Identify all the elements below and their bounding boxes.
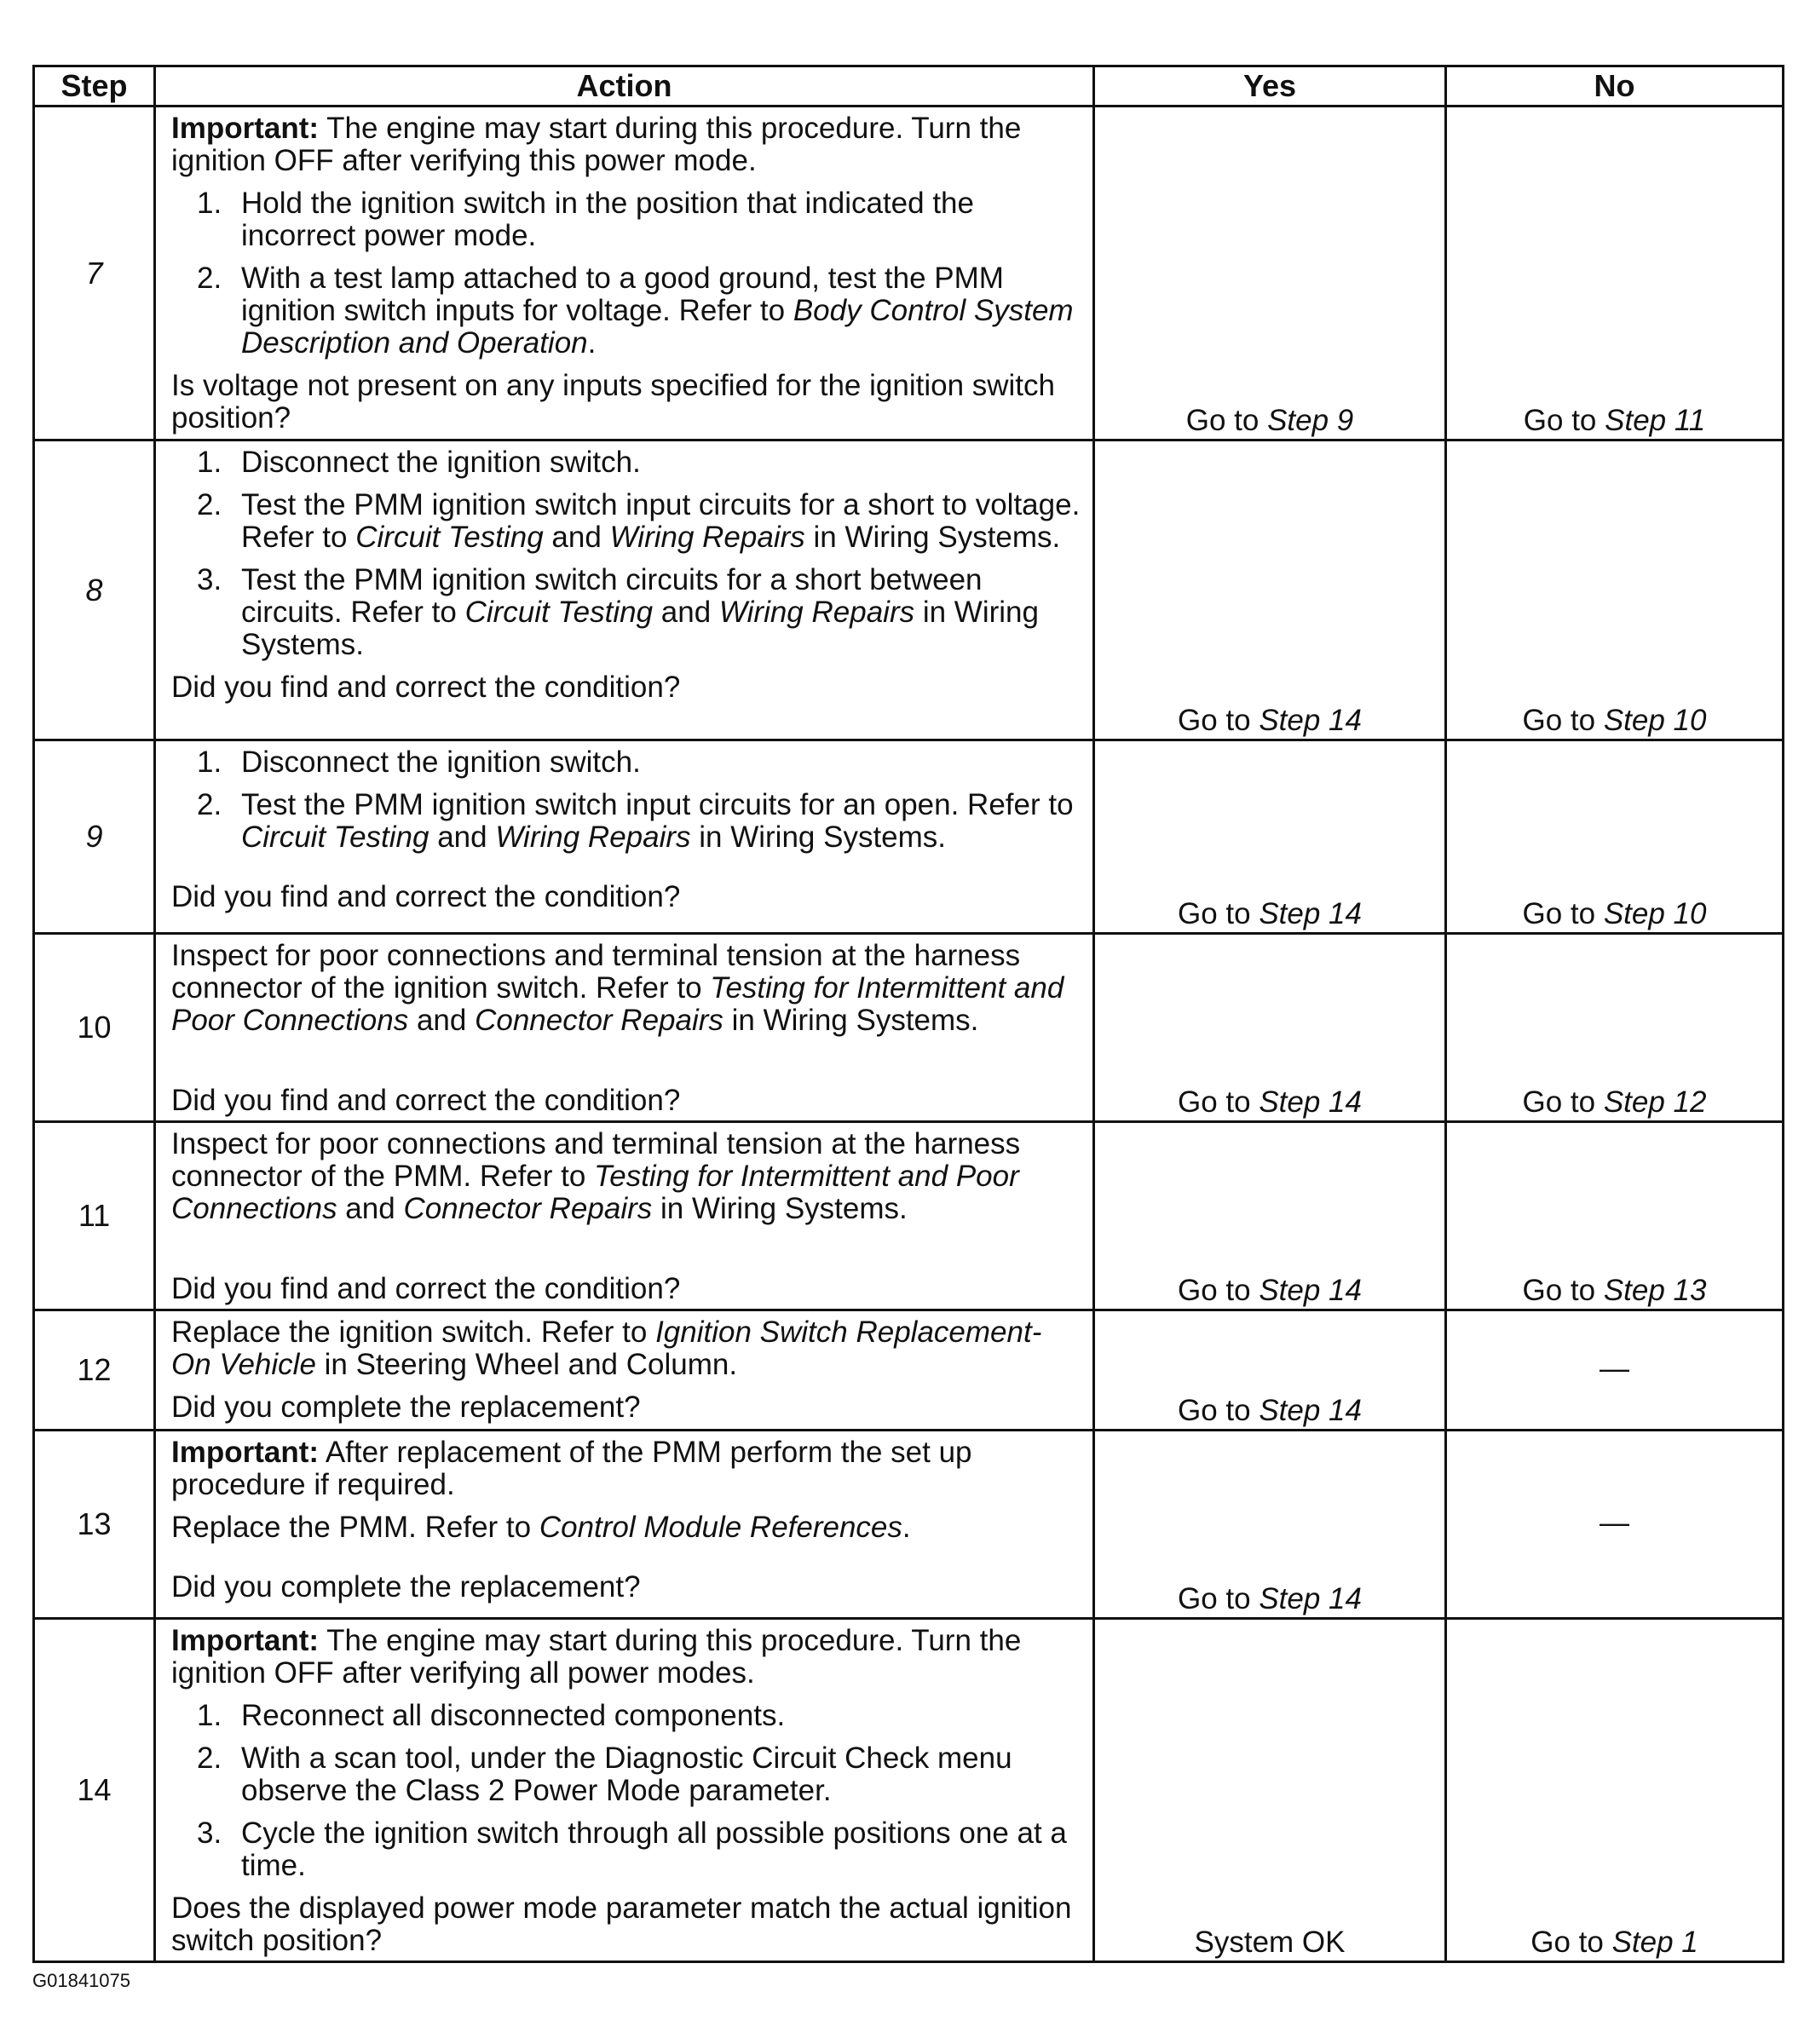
step-number: 9 (34, 740, 155, 934)
step-number: 11 (34, 1122, 155, 1310)
list-item: 1. Disconnect the ignition switch. (197, 446, 641, 479)
header-row (34, 66, 1784, 107)
step-column-header: Step (34, 66, 155, 107)
no-cell: Go to Step 1 (1446, 1619, 1784, 1962)
question-text: Did you find and correct the condition? (171, 1272, 681, 1305)
document-reference: Circuit Testing (355, 521, 544, 554)
important-note: Important: After replacement of the PMM perform the set up procedure if required. (171, 1436, 972, 1501)
document-reference: Circuit Testing (464, 596, 654, 629)
action-cell (155, 440, 1094, 740)
action-steps-list (171, 446, 1081, 661)
step-reference: Step 14 (1259, 897, 1362, 930)
step-reference: Step 14 (1259, 1582, 1362, 1615)
list-item: 2. With a test lamp attached to a good ground, test the PMM ignition switch inputs for voltage. Refer to Body Control System Description and Operation. (197, 262, 1074, 360)
table-row-step-13 (34, 1431, 1784, 1619)
instruction-text: Replace the ignition switch. Refer to Ignition Switch Replacement-On Vehicle in Steering Wheel and Column. (171, 1316, 1042, 1381)
action-cell (155, 1310, 1094, 1431)
step-reference: Step 14 (1259, 1394, 1362, 1427)
document-reference: Circuit Testing (241, 820, 429, 854)
question-text: Did you find and correct the condition? (171, 1084, 681, 1117)
step-reference: Step 9 (1267, 404, 1354, 437)
step-reference: Step 12 (1603, 1085, 1707, 1119)
yes-cell: Go to Step 14 (1094, 1310, 1446, 1431)
question-text: Did you complete the replacement? (171, 1390, 641, 1424)
action-steps-list (171, 746, 1081, 854)
action-column-header: Action (155, 66, 1094, 107)
instruction-text: Inspect for poor connections and terminal tension at the harness connector of the PMM. Refer to Testing for Intermittent and Poor Connections and Connector Repairs in Wiring Systems. (171, 1127, 1021, 1225)
action-cell (155, 934, 1094, 1122)
action-steps-list (171, 187, 1081, 360)
table-row-step-7 (34, 107, 1784, 440)
list-item: 3. Cycle the ignition switch through all possible positions one at a time. (197, 1817, 1067, 1882)
step-reference: Step 10 (1603, 897, 1707, 930)
list-item: 3. Test the PMM ignition switch circuits for a short between circuits. Refer to Circuit Testing and Wiring Repairs in Wiring Systems. (197, 563, 1039, 661)
step-reference: Step 14 (1259, 1274, 1362, 1307)
action-cell (155, 1619, 1094, 1962)
important-note: Important: The engine may start during this procedure. Turn the ignition OFF after verifying this power mode. (171, 112, 1022, 177)
document-reference: Testing for Intermittent and Poor Connections (171, 1160, 1019, 1225)
question-text: Did you complete the replacement? (171, 1570, 641, 1604)
no-column-header: No (1446, 66, 1784, 107)
step-number: 8 (34, 440, 155, 740)
no-cell: Go to Step 12 (1446, 934, 1784, 1122)
question-text: Does the displayed power mode parameter match the actual ignition switch position? (171, 1891, 1072, 1957)
no-cell: Go to Step 10 (1446, 740, 1784, 934)
yes-cell: System OK (1094, 1619, 1446, 1962)
step-number: 14 (34, 1619, 155, 1962)
table-row-step-12 (34, 1310, 1784, 1431)
step-reference: Step 10 (1603, 704, 1707, 737)
document-reference: Ignition Switch Replacement-On Vehicle (171, 1316, 1042, 1381)
table-row-step-14 (34, 1619, 1784, 1962)
document-reference: Testing for Intermittent and Poor Connections (171, 971, 1064, 1037)
document-reference: Body Control System Description and Operation (241, 294, 1074, 360)
action-steps-list (171, 1700, 1081, 1882)
table-row-step-8 (34, 440, 1784, 740)
document-reference: Wiring Repairs (718, 596, 915, 629)
step-number: 10 (34, 934, 155, 1122)
diagnostic-procedure-table (32, 65, 1784, 1963)
no-cell: — (1446, 1310, 1784, 1431)
step-reference: Step 14 (1259, 704, 1362, 737)
step-reference: Step 11 (1605, 404, 1706, 437)
question-text: Is voltage not present on any inputs specified for the ignition switch position? (171, 369, 1055, 435)
table-row-step-11 (34, 1122, 1784, 1310)
document-reference: Control Module References (539, 1511, 902, 1544)
step-number: 7 (34, 107, 155, 440)
yes-cell: Go to Step 14 (1094, 934, 1446, 1122)
list-item: 2. Test the PMM ignition switch input circuits for an open. Refer to Circuit Testing and Wiring Repairs in Wiring Systems. (197, 788, 1074, 854)
yes-cell: Go to Step 14 (1094, 440, 1446, 740)
no-cell: Go to Step 13 (1446, 1122, 1784, 1310)
step-reference: Step 1 (1611, 1926, 1698, 1959)
table-row-step-9 (34, 740, 1784, 934)
list-item: 2. With a scan tool, under the Diagnostic Circuit Check menu observe the Class 2 Power Mode parameter. (197, 1742, 1012, 1807)
action-cell (155, 107, 1094, 440)
step-reference: Step 14 (1259, 1085, 1362, 1119)
list-item: 1. Hold the ignition switch in the position that indicated the incorrect power mode. (197, 187, 974, 252)
action-cell (155, 1122, 1094, 1310)
instruction-text: Replace the PMM. Refer to Control Module References. (171, 1511, 911, 1544)
document-reference: Wiring Repairs (609, 521, 805, 554)
yes-cell: Go to Step 9 (1094, 107, 1446, 440)
no-cell: Go to Step 10 (1446, 440, 1784, 740)
list-item: 1. Reconnect all disconnected components. (197, 1699, 786, 1732)
instruction-text: Inspect for poor connections and terminal tension at the harness connector of the ignition switch. Refer to Testing for Intermittent and Poor Connections and Connector Repairs in Wiring Systems. (171, 939, 1064, 1037)
document-reference: Wiring Repairs (495, 820, 691, 854)
no-cell: Go to Step 11 (1446, 107, 1784, 440)
question-text: Did you find and correct the condition? (171, 880, 681, 913)
list-item: 2. Test the PMM ignition switch input circuits for a short to voltage. Refer to Circuit Testing and Wiring Repairs in Wiring Systems. (197, 488, 1081, 554)
action-cell (155, 740, 1094, 934)
yes-cell: Go to Step 14 (1094, 1122, 1446, 1310)
yes-cell: Go to Step 14 (1094, 740, 1446, 934)
no-cell: — (1446, 1431, 1784, 1619)
document-reference: Connector Repairs (403, 1192, 653, 1225)
question-text: Did you find and correct the condition? (171, 671, 681, 704)
document-reference: Connector Repairs (475, 1004, 723, 1037)
yes-column-header: Yes (1094, 66, 1446, 107)
figure-id: G01841075 (32, 1970, 130, 1991)
step-number: 13 (34, 1431, 155, 1619)
important-note: Important: The engine may start during this procedure. Turn the ignition OFF after verifying all power modes. (171, 1624, 1022, 1690)
yes-cell: Go to Step 14 (1094, 1431, 1446, 1619)
step-number: 12 (34, 1310, 155, 1431)
list-item: 1. Disconnect the ignition switch. (197, 746, 641, 779)
step-reference: Step 13 (1603, 1274, 1707, 1307)
action-cell (155, 1431, 1094, 1619)
table-row-step-10 (34, 934, 1784, 1122)
